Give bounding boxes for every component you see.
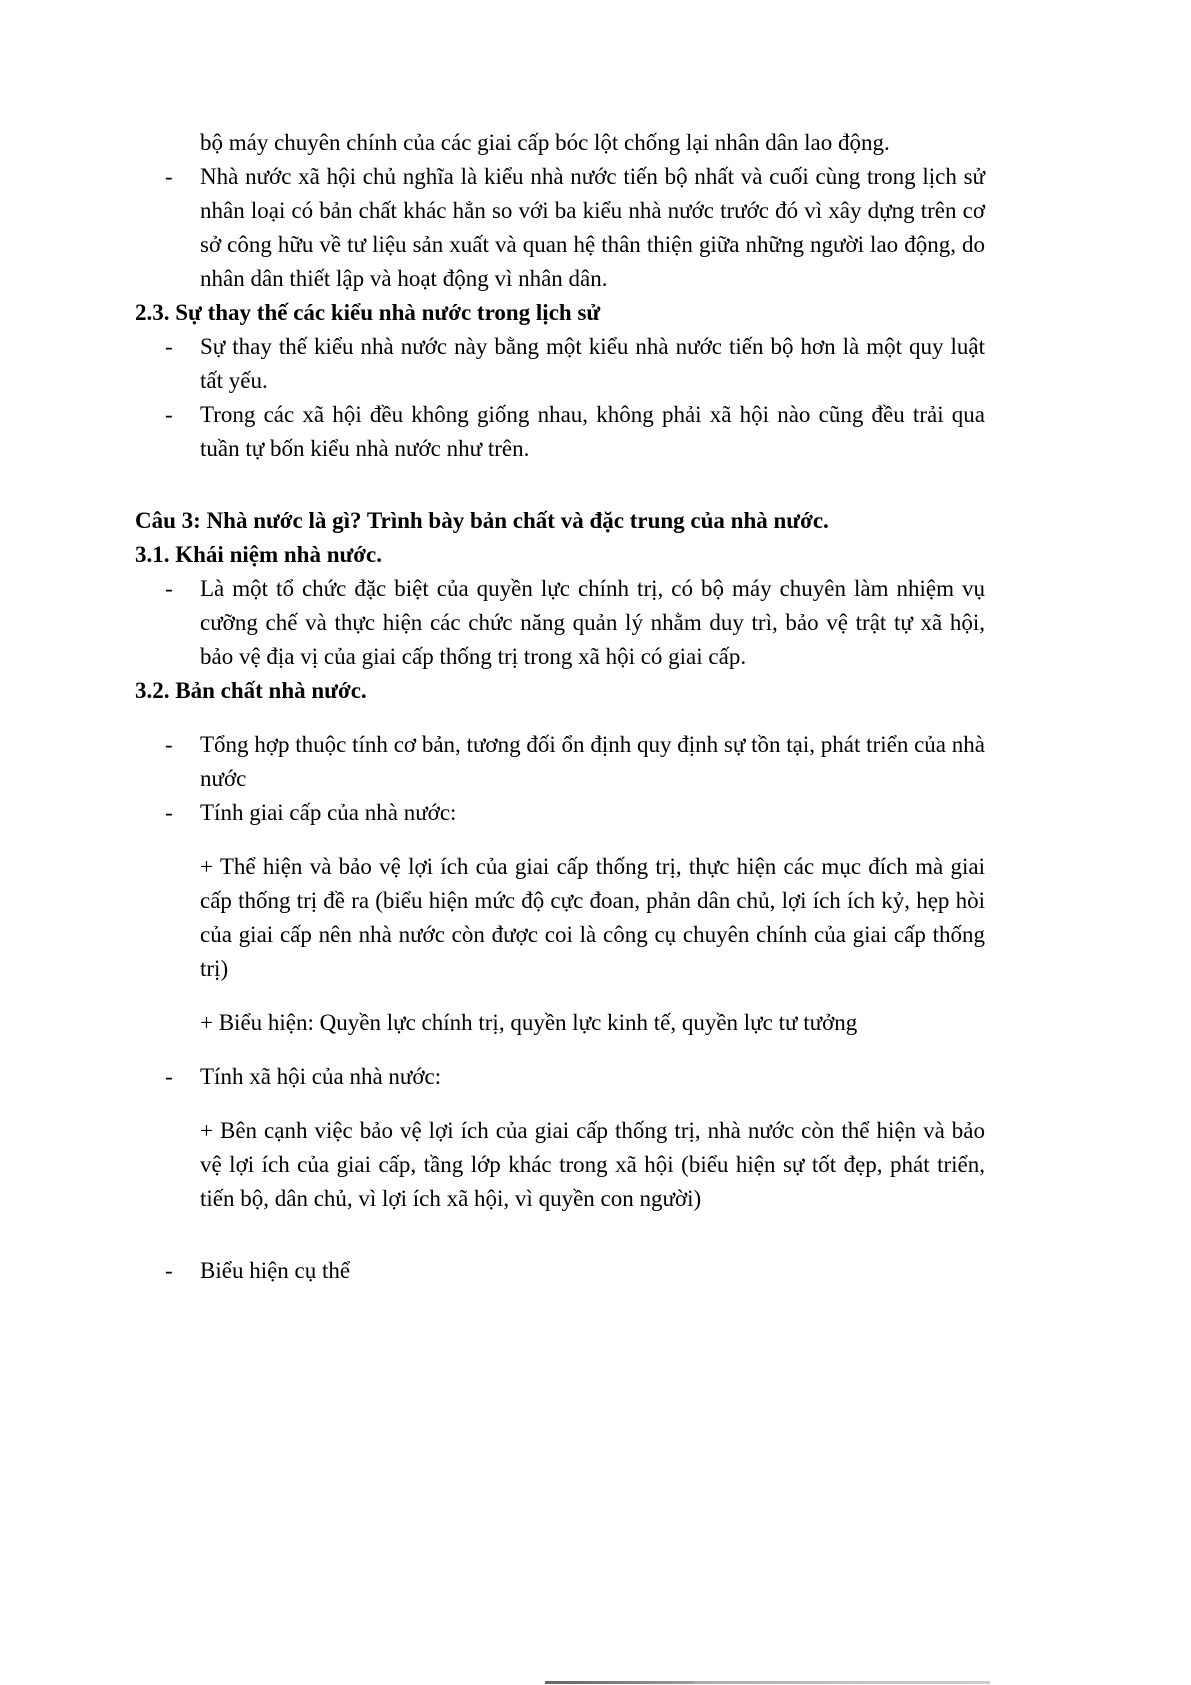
bullet-text: Sự thay thế kiểu nhà nước này bằng một kiểu nhà nước tiến bộ hơn là một quy luật tất yếu. — [200, 334, 985, 393]
bullet-item — [135, 330, 985, 398]
bullet-text: Là một tổ chức đặc biệt của quyền lực chính trị, có bộ máy chuyên làm nhiệm vụ cưỡng chế và thực hiện các chức năng quản lý nhằm duy trì, bảo vệ trật tự xã hội, bảo vệ địa vị của giai cấp thống trị trong xã hội có giai cấp. — [200, 576, 985, 669]
page-bottom-artifact — [545, 1681, 990, 1684]
bullet-item — [135, 1254, 985, 1288]
bullet-text: Tổng hợp thuộc tính cơ bản, tương đối ổn định quy định sự tồn tại, phát triển của nhà nước — [200, 732, 985, 791]
bullet-item — [135, 160, 985, 296]
paragraph: + Biểu hiện: Quyền lực chính trị, quyền lực kinh tế, quyền lực tư tưởng — [200, 1010, 858, 1035]
section-heading: 3.1. Khái niệm nhà nước. — [135, 542, 382, 567]
dash-marker: - — [165, 1258, 173, 1283]
dash-marker: - — [165, 1064, 173, 1089]
bullet-item — [135, 1060, 985, 1094]
paragraph: + Bên cạnh việc bảo vệ lợi ích của giai cấp thống trị, nhà nước còn thể hiện và bảo vệ lợi ích của giai cấp, tầng lớp khác trong xã hội (biểu hiện sự tốt đẹp, phát triển, tiến bộ, dân chủ, vì lợi ích xã hội, vì quyền con người) — [200, 1118, 985, 1211]
bullet-text: Trong các xã hội đều không giống nhau, không phải xã hội nào cũng đều trải qua tuần tự bốn kiểu nhà nước như trên. — [200, 402, 985, 461]
dash-marker: - — [165, 800, 173, 825]
bullet-text: Tính xã hội của nhà nước: — [200, 1064, 442, 1089]
bullet-item — [135, 398, 985, 466]
bullet-item — [135, 728, 985, 796]
dash-marker: - — [165, 334, 173, 359]
bullet-text: Tính giai cấp của nhà nước: — [200, 800, 457, 825]
section-heading: 3.2. Bản chất nhà nước. — [135, 678, 367, 703]
dash-marker: - — [165, 576, 173, 601]
paragraph: bộ máy chuyên chính của các giai cấp bóc lột chống lại nhân dân lao động. — [200, 130, 890, 155]
section-heading: Câu 3: Nhà nước là gì? Trình bày bản chất và đặc trung của nhà nước. — [135, 508, 829, 533]
bullet-text: Biểu hiện cụ thể — [200, 1258, 351, 1283]
section-heading: 2.3. Sự thay thế các kiểu nhà nước trong lịch sử — [135, 300, 601, 325]
bullet-text: Nhà nước xã hội chủ nghĩa là kiểu nhà nước tiến bộ nhất và cuối cùng trong lịch sử nhân loại có bản chất khác hẳn so với ba kiểu nhà nước trước đó vì xây dựng trên cơ sở công hữu về tư liệu sản xuất và quan hệ thân thiện giữa những người lao động, do nhân dân thiết lập và hoạt động vì nhân dân. — [200, 164, 985, 291]
dash-marker: - — [165, 164, 173, 189]
paragraph: + Thể hiện và bảo vệ lợi ích của giai cấp thống trị, thực hiện các mục đích mà giai cấp thống trị đề ra (biểu hiện mức độ cực đoan, phản dân chủ, lợi ích ích kỷ, hẹp hòi của giai cấp nên nhà nước còn được coi là công cụ chuyên chính của giai cấp thống trị) — [200, 854, 985, 981]
bullet-item — [135, 572, 985, 674]
bullet-item — [135, 796, 985, 830]
dash-marker: - — [165, 402, 173, 427]
dash-marker: - — [165, 732, 173, 757]
